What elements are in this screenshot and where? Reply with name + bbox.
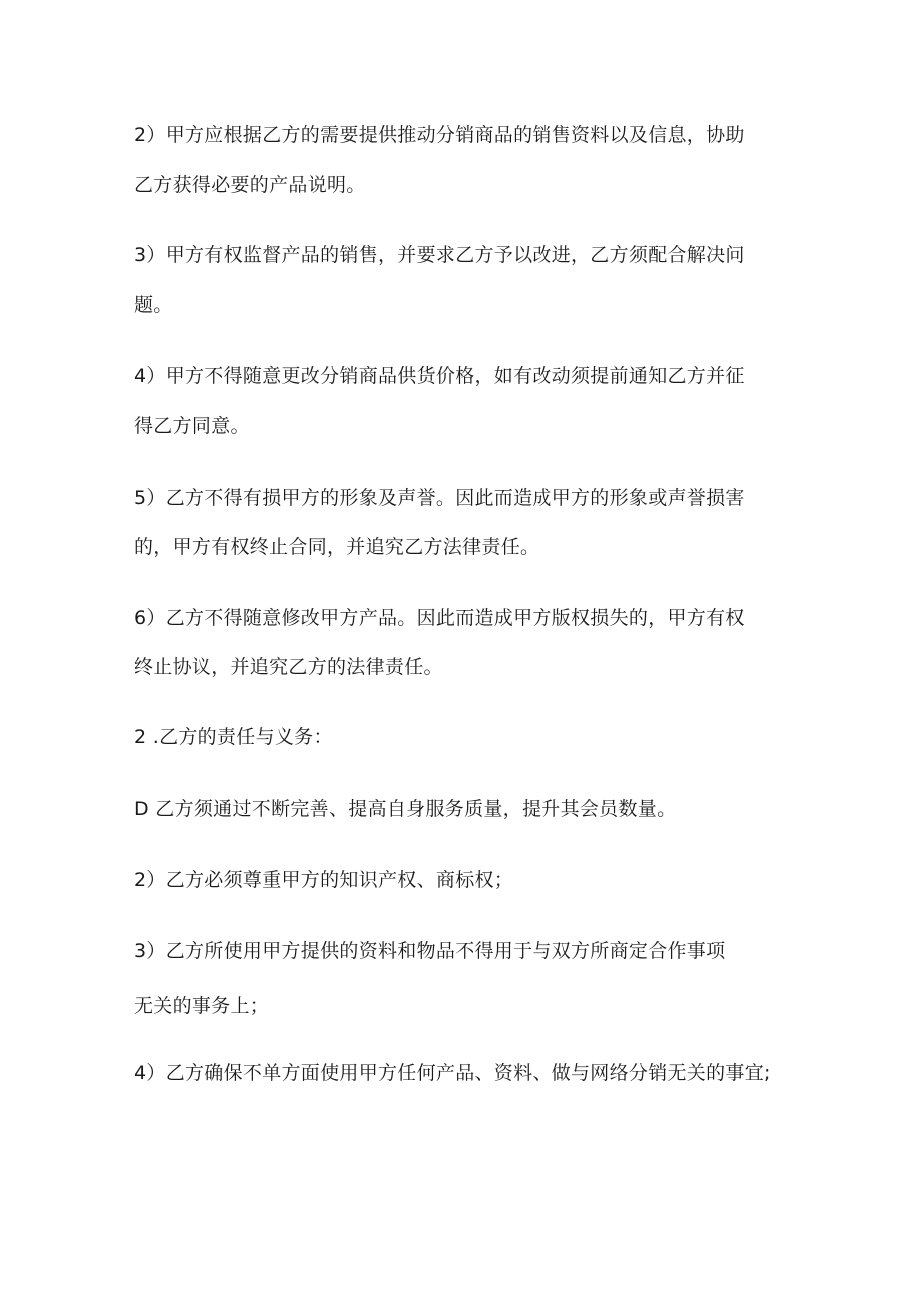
clause-line: 2）甲方应根据乙方的需要提供推动分销商品的销售资料以及信息，协助 <box>134 124 745 146</box>
clause-line: 乙方获得必要的产品说明。 <box>134 174 366 196</box>
clause-line: 6）乙方不得随意修改甲方产品。因此而造成甲方版权损失的，甲方有权 <box>134 607 745 629</box>
clause-line: 得乙方同意。 <box>134 415 250 437</box>
clause-line: 3）甲方有权监督产品的销售，并要求乙方予以改进，乙方须配合解决问 <box>134 244 745 266</box>
clause-line: 4）甲方不得随意更改分销商品供货价格，如有改动须提前通知乙方并征 <box>134 365 745 387</box>
clause-line: 终止协议，并追究乙方的法律责任。 <box>134 656 443 678</box>
clause-line: 4）乙方确保不单方面使用甲方任何产品、资料、做与网络分销无关的事宜; <box>134 1062 771 1084</box>
section-heading: 2 .乙方的责任与义务： <box>134 726 333 748</box>
clause-line: D 乙方须通过不断完善、提高自身服务质量，提升其会员数量。 <box>134 798 677 820</box>
clause-line: 无关的事务上； <box>134 995 270 1017</box>
clause-line: 2）乙方必须尊重甲方的知识产权、商标权； <box>134 869 514 891</box>
clause-line: 的，甲方有权终止合同，并追究乙方法律责任。 <box>134 536 540 558</box>
clause-line: 5）乙方不得有损甲方的形象及声誉。因此而造成甲方的形象或声誉损害 <box>134 487 745 509</box>
clause-line: 题。 <box>134 294 173 316</box>
clause-line: 3）乙方所使用甲方提供的资料和物品不得用于与双方所商定合作事项 <box>134 940 726 962</box>
